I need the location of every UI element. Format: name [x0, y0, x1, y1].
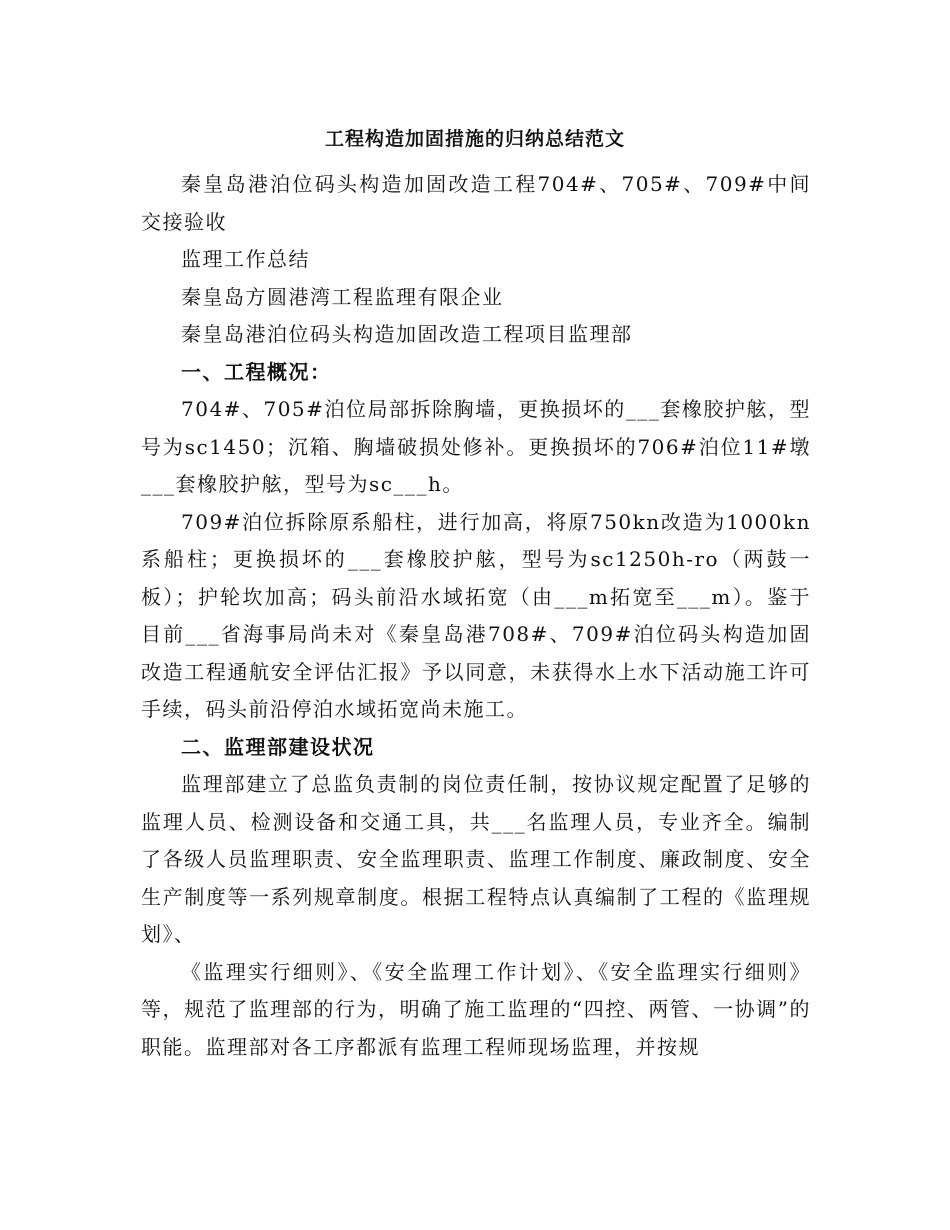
paragraph-overview-709: 709#泊位拆除原系船柱，进行加高，将原750kn改造为1000kn系船柱；更换损坏的___套橡胶护舷，型号为sc1250h-ro（两鼓一板）；护轮坎加高；码头前沿水域拓宽（由___m拓宽至___m）。鉴于目前___省海事局尚未对《秦皇岛港708#、709#泊位码头构造加固改造工程通航安全评估汇报》予以同意，未获得水上水下活动施工许可手续，码头前沿停泊水域拓宽尚未施工。 — [141, 509, 811, 721]
paragraph-project-name: 秦皇岛港泊位码头构造加固改造工程704#、705#、709#中间交接验收 — [141, 172, 811, 234]
document-title: 工程构造加固措施的归纳总结范文 — [324, 128, 625, 150]
paragraph-construction-1: 监理部建立了总监负责制的岗位责任制，按协议规定配置了足够的监理人员、检测设备和交通工具，共___名监理人员，专业齐全。编制了各级人员监理职责、安全监理职责、监理工作制度、廉政制度、安全生产制度等一系列规章制度。根据工程特点认真编制了工程的《监理规划》、 — [141, 772, 811, 946]
document-body — [141, 166, 811, 1066]
section-heading-overview: 一、工程概况： — [181, 359, 332, 384]
paragraph-summary-label: 监理工作总结 — [181, 247, 310, 271]
paragraph-overview-704-705: 704#、705#泊位局部拆除胸墙，更换损坏的___套橡胶护舷，型号为sc1450；沉箱、胸墙破损处修补。更换损坏的706#泊位11#墩___套橡胶护舷，型号为sc___h。 — [141, 397, 811, 496]
paragraph-company: 秦皇岛方圆港湾工程监理有限企业 — [181, 284, 504, 309]
paragraph-construction-2: 《监理实行细则》、《安全监理工作计划》、《安全监理实行细则》等，规范了监理部的行为，明确了施工监理的“四控、两管、一协调”的职能。监理部对各工序都派有监理工程师现场监理，并按规 — [141, 959, 811, 1059]
paragraph-department: 秦皇岛港泊位码头构造加固改造工程项目监理部 — [181, 322, 633, 346]
section-heading-construction: 二、监理部建设状况 — [181, 734, 375, 759]
